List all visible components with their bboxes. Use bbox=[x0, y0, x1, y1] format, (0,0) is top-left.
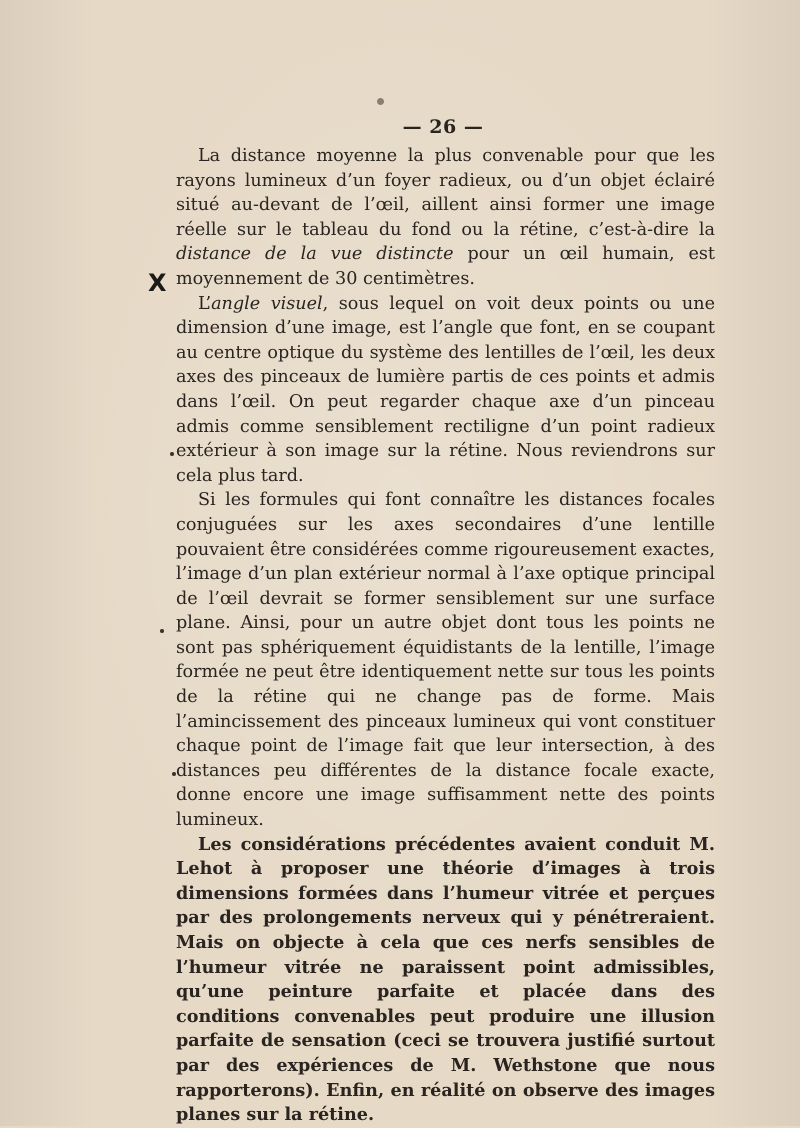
text-run: L’ bbox=[198, 293, 212, 314]
paragraph-lehot-theory bbox=[176, 833, 715, 1128]
text-run: Si les formules qui font connaître les distances focales conjuguées sur les axes secondaires d’une lentille pouvaient être considérées comme rigoureusement exactes, l’image d’un plan extérieur normal à l’axe optique principal de l’œil devrait se former sensiblement sur une surface plane. Ainsi, pour un autre objet dont tous les points ne sont pas sphériquement équidistants de la lentille, l’image formée ne peut être identiquement nette sur tous les points de la rétine qui ne change pas de forme. Mais l’amincissement des pinceaux lumineux qui vont constituer chaque point de l’image fait que leur intersection, à des distances peu différentes de la distance focale exacte, donne encore une image suffisamment nette des points lumineux. bbox=[176, 490, 715, 831]
paragraph-focal-distances bbox=[176, 488, 715, 832]
body-text bbox=[176, 144, 715, 1128]
text-run: pour un œil humain, est moyennement de 30 centimètres. bbox=[176, 244, 715, 289]
page-number: — 26 — bbox=[402, 116, 484, 138]
paragraph-visual-angle bbox=[176, 292, 715, 489]
italic-term-visual-angle: angle visuel bbox=[211, 293, 323, 314]
margin-x-mark: X bbox=[148, 269, 167, 297]
text-run: , sous lequel on voit deux points ou une dimension d’une image, est l’angle que font, en se coupant au centre optique du système des lentilles de l’œil, les deux axes des pinceaux de lumière partis de ces points et admis dans l’œil. On peut regarder chaque axe d’un pinceau admis comme sensiblement rectiligne d’un point radieux extérieur à son image sur la rétine. Nous reviendrons sur cela plus tard. bbox=[176, 293, 715, 486]
margin-dot bbox=[160, 629, 164, 633]
ink-spot bbox=[377, 98, 384, 105]
text-run: Les considérations précédentes avaient conduit M. Lehot à proposer une théorie d’images à trois dimensions formées dans l’humeur vitrée et perçues par des prolongements nerveux qui y pénétreraient. Mais on objecte à cela que ces nerfs sensibles de l’humeur vitrée ne paraissent point admissibles, qu’une peinture parfaite et placée dans des conditions convenables peut produire une illusion parfaite de sensation (ceci se trouvera justifié surtout par des expériences de M. Wethstone que nous rapporterons). Enfin, en réalité on observe des images planes sur la rétine. bbox=[176, 833, 715, 1126]
paragraph-optimal-distance bbox=[176, 144, 715, 292]
text-run: La distance moyenne la plus convenable pour que les rayons lumineux d’un foyer radieux, ou d’un objet éclairé situé au-devant de l’œil, aillent ainsi former une image réelle sur le tableau du fond ou la rétine, c’est-à-dire la bbox=[176, 146, 715, 240]
margin-dot bbox=[170, 452, 174, 456]
italic-term-distinct-vision: distance de la vue distincte bbox=[176, 244, 454, 265]
